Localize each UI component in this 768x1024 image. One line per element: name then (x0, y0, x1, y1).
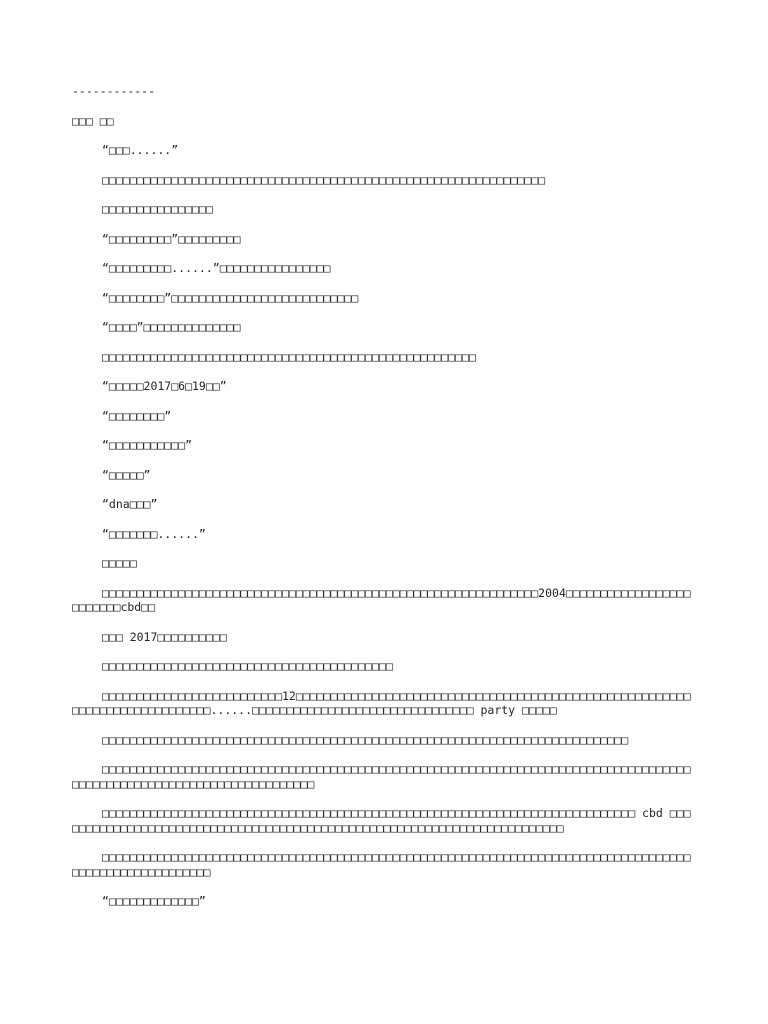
document-page (72, 84, 696, 924)
paragraph-23: □□□□□□□□□□□□□□□□□□□□□□□□□□□□□□□□□□□□□□□□□□□□□□□□□□□□□□□□□□□□□□□□□□□□□□□□□□□□□□□□□□□□□□□□□□□□□□□□□□□□□□□□□ (72, 850, 691, 879)
paragraph-14: “□□□□□□□......” (102, 526, 206, 541)
paragraph-24: “□□□□□□□□□□□□□” (102, 894, 206, 908)
paragraph-7: “□□□□”□□□□□□□□□□□□□□ (102, 320, 241, 334)
paragraph-20: □□□□□□□□□□□□□□□□□□□□□□□□□□□□□□□□□□□□□□□□□□□□□□□□□□□□□□□□□□□□□□□□□□□□□□□□□□□□ (102, 732, 629, 747)
paragraph-6: “□□□□□□□□”□□□□□□□□□□□□□□□□□□□□□□□□□□□ (102, 290, 359, 305)
paragraph-2: □□□□□□□□□□□□□□□□□□□□□□□□□□□□□□□□□□□□□□□□□□□□□□□□□□□□□□□□□□□□□□□□ (102, 172, 546, 187)
section-heading: □□□ □□ (72, 113, 114, 128)
paragraph-19: □□□□□□□□□□□□□□□□□□□□□□□□□□12□□□□□□□□□□□□□□□□□□□□□□□□□□□□□□□□□□□□□□□□□□□□□□□□□□□□□□□□□□□□□□□□□□□□□□□□□□□□□......□□□□□□□□□□□□□□□□□□□□□□□□□□□□□□□□ party □□□□□ (72, 688, 691, 717)
paragraph-18: □□□□□□□□□□□□□□□□□□□□□□□□□□□□□□□□□□□□□□□□□□ (102, 659, 393, 673)
paragraph-3: □□□□□□□□□□□□□□□□ (102, 202, 213, 216)
paragraph-5: “□□□□□□□□□......”□□□□□□□□□□□□□□□□ (102, 261, 331, 275)
paragraph-15: □□□□□ (102, 556, 137, 570)
paragraph-12: “□□□□□” (102, 467, 151, 482)
paragraph-1: “□□□......” (102, 143, 179, 157)
paragraph-22: □□□□□□□□□□□□□□□□□□□□□□□□□□□□□□□□□□□□□□□□□□□□□□□□□□□□□□□□□□□□□□□□□□□□□□□□□□□□□ cbd □□□□□□□□□□□□□□□□□□□□□□□□□□□□□□□□□□□□□□□□□□□□□□□□□□□□□□□□□□□□□□□□□□□□□□□□□□ (72, 806, 691, 835)
paragraph-16: □□□□□□□□□□□□□□□□□□□□□□□□□□□□□□□□□□□□□□□□□□□□□□□□□□□□□□□□□□□□□□□2004□□□□□□□□□□□□□□□□□□□□□□□□□cbd□□ (72, 585, 691, 614)
paragraph-4: “□□□□□□□□□”□□□□□□□□□ (102, 231, 241, 246)
paragraph-11: “□□□□□□□□□□□” (102, 438, 193, 452)
paragraph-21: □□□□□□□□□□□□□□□□□□□□□□□□□□□□□□□□□□□□□□□□□□□□□□□□□□□□□□□□□□□□□□□□□□□□□□□□□□□□□□□□□□□□□□□□□□□□□□□□□□□□□□□□□□□□□□□□□□□□□□□□ (72, 762, 691, 791)
paragraph-13: “dna□□□” (102, 497, 158, 511)
paragraph-9: “□□□□□2017□6□19□□” (102, 379, 227, 393)
paragraph-10: “□□□□□□□□” (102, 408, 172, 423)
separator-line: ------------ (72, 84, 156, 98)
paragraph-17: □□□ 2017□□□□□□□□□□ (102, 629, 227, 644)
paragraph-8: □□□□□□□□□□□□□□□□□□□□□□□□□□□□□□□□□□□□□□□□□□□□□□□□□□□□□□ (102, 349, 476, 364)
